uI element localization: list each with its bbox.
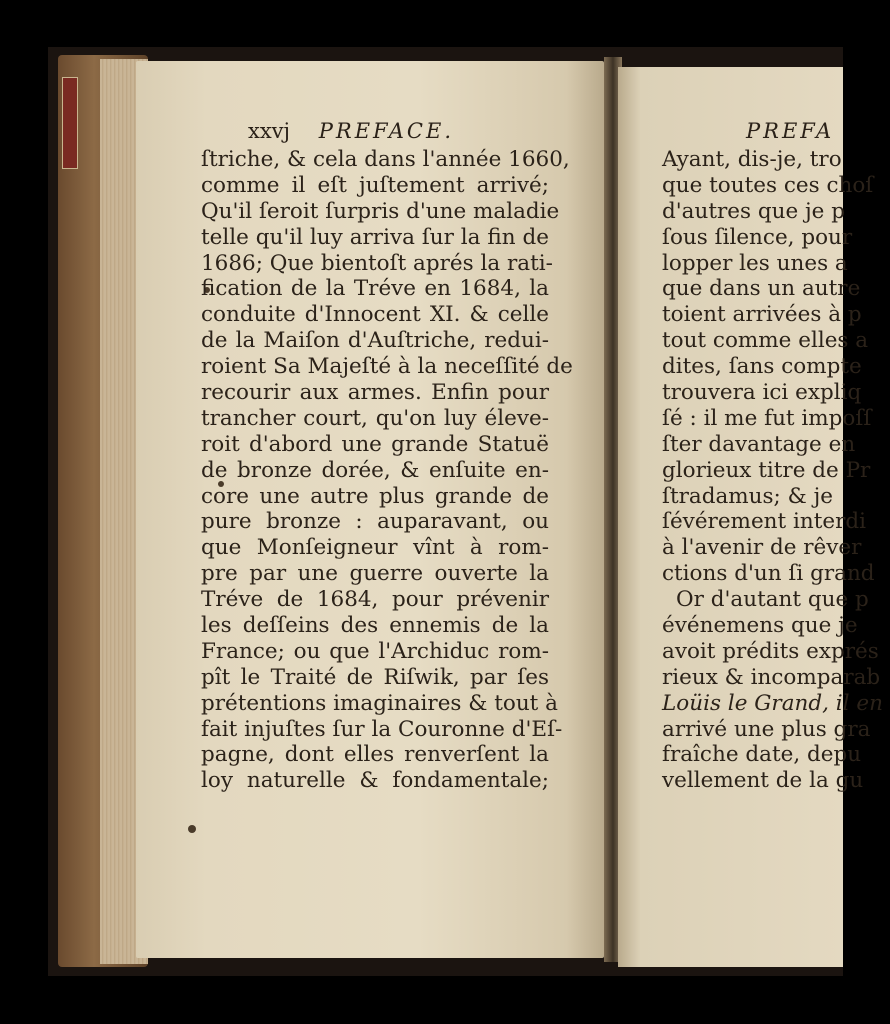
text-line: vellement de la gu xyxy=(662,768,864,794)
left-running-head xyxy=(248,119,454,143)
text-line: pure bronze : auparavant, ou xyxy=(201,509,549,535)
text-line: Ayant, dis-je, tro xyxy=(662,147,842,172)
text-line: Or d'autant que p xyxy=(676,587,869,613)
cover-label-tab xyxy=(62,77,78,169)
text-line: fait injuſtes ſur la Couronne d'Eſ- xyxy=(201,716,563,742)
text-line: ctions d'un ſi grand xyxy=(662,561,875,587)
text-line: que toutes ces choſ xyxy=(662,172,874,198)
text-line: tout comme elles a xyxy=(662,328,869,354)
running-head-title: PREFA xyxy=(746,119,835,143)
text-line: les deſſeins des ennemis de la xyxy=(201,613,549,639)
text-line: roit d'abord une grande Statuë xyxy=(201,431,549,457)
text-line: pre par une guerre ouverte la xyxy=(201,561,549,587)
text-line: core une autre plus grande de xyxy=(201,483,549,509)
text-line: rieux & incomparab xyxy=(662,664,881,690)
text-line: ſter davantage en xyxy=(662,431,856,457)
ink-spot xyxy=(188,825,196,833)
text-line: conduite d'Innocent XI. & celle xyxy=(201,302,549,328)
text-line: fraîche date, depu xyxy=(662,742,862,768)
text-line: telle qu'il luy arriva ſur la fin de xyxy=(201,224,549,250)
text-line: ſous ſilence, pour xyxy=(662,224,853,250)
right-page-text xyxy=(662,147,883,794)
text-line: Loüis le Grand, il en xyxy=(662,690,883,716)
text-line: comme il eſt juſtement arrivé; xyxy=(201,172,549,198)
text-line: recourir aux armes. Enfin pour xyxy=(201,380,549,406)
text-line: lopper les unes a xyxy=(662,250,848,276)
text-line: ſtradamus; & je xyxy=(662,483,833,509)
page-number: xxvj xyxy=(248,119,291,143)
left-page-text xyxy=(201,147,573,794)
text-line: ſé : il me fut impoſſ xyxy=(662,405,872,431)
text-line: événemens que je xyxy=(662,613,858,639)
text-line: Tréve de 1684, pour prévenir xyxy=(201,587,549,613)
text-line: France; ou que l'Archiduc rom- xyxy=(201,638,549,664)
text-line: de bronze dorée, & enſuite en- xyxy=(201,457,549,483)
text-line: fication de la Tréve en 1684, la xyxy=(201,276,549,302)
text-line: que Monſeigneur vînt à rom- xyxy=(201,535,549,561)
text-line: Qu'il ſeroit ſurpris d'une maladie xyxy=(201,198,560,224)
right-running-head xyxy=(746,119,843,143)
text-line: ſévérement interdi xyxy=(662,509,866,535)
text-line: ſtriche, & cela dans l'année 1660, xyxy=(201,147,570,172)
text-line: trouvera ici expliq xyxy=(662,380,862,406)
text-line: loy naturelle & fondamentale; xyxy=(201,768,549,794)
text-line: de la Maiſon d'Auſtriche, redui- xyxy=(201,328,549,354)
text-line: roient Sa Majeſté à la neceſſité de xyxy=(201,354,573,380)
text-line: pît le Traité de Riſwik, par ſes xyxy=(201,664,549,690)
text-line: à l'avenir de rêver xyxy=(662,535,862,561)
running-head-title: PREFACE. xyxy=(318,119,455,143)
text-line: que dans un autre xyxy=(662,276,861,302)
text-line: glorieux titre de Pr xyxy=(662,457,871,483)
text-line: trancher court, qu'on luy éleve- xyxy=(201,405,549,431)
text-line: prétentions imaginaires & tout à xyxy=(201,690,558,716)
text-line: avoit prédits exprés xyxy=(662,638,879,664)
text-line: d'autres que je p xyxy=(662,198,846,224)
text-line: dites, ſans compte xyxy=(662,354,862,380)
text-line: arrivé une plus gra xyxy=(662,716,871,742)
text-line: 1686; Que bientoſt aprés la rati- xyxy=(201,250,553,276)
text-line: toient arrivées à p xyxy=(662,302,862,328)
text-line: pagne, dont elles renverſent la xyxy=(201,742,549,768)
